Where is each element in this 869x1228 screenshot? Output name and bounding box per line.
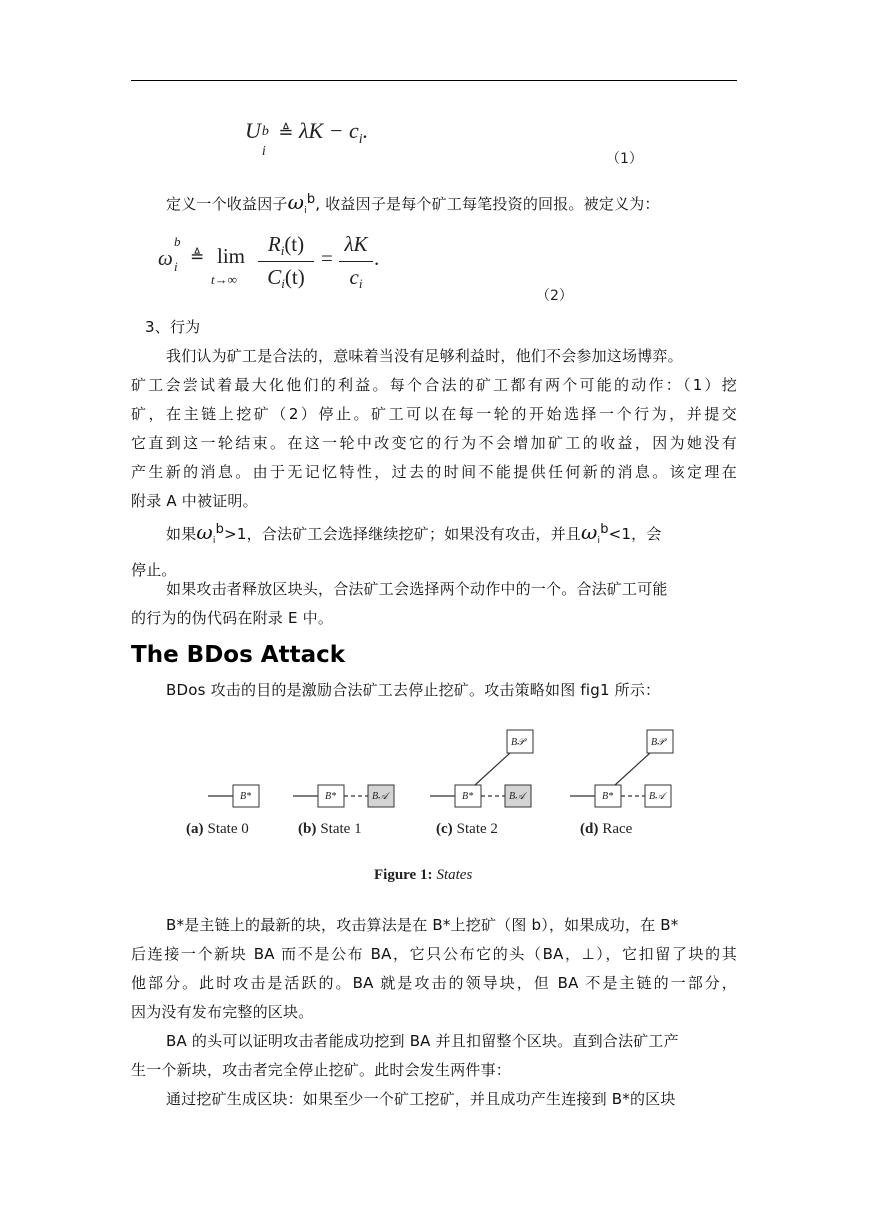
- text-line: 产生新的消息。由于无记忆特性，过去的时间不能提供任何新的消息。该定理在: [131, 463, 737, 481]
- section-heading-bdos: The BDos Attack: [131, 642, 346, 668]
- subcaption-b: (b) State 1: [298, 821, 362, 837]
- block-bstar-label: B*: [325, 791, 337, 802]
- eq2-frac1-den: Ci(t): [267, 265, 305, 291]
- omega-symbol: ω: [581, 520, 598, 544]
- eq2-frac1-bar: [258, 261, 314, 262]
- eq1-sub: i: [261, 144, 266, 159]
- eq2-frac1-num: Ri(t): [267, 232, 305, 258]
- omega-sub: i: [304, 206, 307, 216]
- text-line: 生一个新块，攻击者完全停止挖矿。此时会发生两件事：: [131, 1061, 512, 1079]
- text-line: 如果$\omega_i^b>1$，合法矿工会选择继续挖矿；如果没有攻击，并且$\omega_i^b<1$，会: [166, 520, 662, 546]
- omega-symbol: ω: [287, 190, 305, 214]
- eq1-rhs: λK − c: [298, 118, 359, 143]
- text-line: 矿，在主链上挖矿（2）停止。矿工可以在每一轮的开始选择一个行为，并提交: [131, 405, 737, 423]
- figure-states: [180, 720, 680, 890]
- block-bp-label: B𝒫: [511, 737, 525, 748]
- paragraph-behavior: [131, 342, 737, 516]
- omega-sup: b: [306, 192, 316, 207]
- eq2-def: ≜: [190, 247, 205, 266]
- eq2-frac2-den: ci: [349, 265, 363, 291]
- block-ba-label: B𝒜: [372, 791, 388, 802]
- subcaption-a: (a) State 0: [186, 821, 249, 837]
- text-line: 因为没有发布完整的区块。: [131, 1003, 314, 1021]
- block-bstar-label: B*: [602, 791, 614, 802]
- text-line: 的行为的伪代码在附录 E 中。: [131, 609, 334, 627]
- subcaption-d: (d) Race: [580, 821, 633, 837]
- fork-link: [615, 753, 650, 785]
- section-3-heading: 3、行为: [145, 318, 201, 336]
- eq1-end: .: [362, 118, 369, 143]
- paragraph-bdos-intro: BDos 攻击的目的是激励合法矿工去停止挖矿。攻击策略如图 fig1 所示：: [166, 681, 661, 699]
- fork-link: [475, 753, 510, 785]
- block-bp-label: B𝒫: [651, 737, 665, 748]
- text-line: 它直到这一轮结束。在这一轮中改变它的行为不会增加矿工的收益，因为她没有: [131, 434, 737, 452]
- block-bstar-label: B*: [240, 791, 252, 802]
- paragraph-bstar: [131, 911, 737, 1027]
- equation-1-number: （1）: [606, 151, 643, 167]
- eq2-lim: lim: [217, 244, 246, 268]
- equation-1: [245, 118, 369, 159]
- subcaption-c: (c) State 2: [436, 821, 498, 837]
- eq2-lim-sub: t→∞: [211, 272, 237, 287]
- paragraph-ba-header: [131, 1027, 737, 1085]
- eq2-equals: =: [321, 246, 333, 270]
- eq1-def: ≜: [278, 122, 294, 142]
- text-line: 他部分。此时攻击是活跃的。BA 就是攻击的领导块，但 BA 不是主链的一部分，: [131, 974, 737, 992]
- text-line: 如果攻击者释放区块头，合法矿工会选择两个动作中的一个。合法矿工可能: [166, 580, 668, 598]
- omega-symbol: ω: [196, 520, 213, 544]
- text-line: 矿工会尝试着最大化他们的利益。每个合法的矿工都有两个可能的动作：（1）挖: [131, 376, 737, 394]
- eq1-lhs: U: [245, 118, 261, 143]
- gain-factor-paragraph: [166, 185, 660, 226]
- eq2-frac2-num: λK: [344, 232, 368, 256]
- text-line: 后连接一个新块 BA 而不是公布 BA，它只公布它的头（BA，⊥），它扣留了块的其: [131, 945, 737, 963]
- eq2-frac2-bar: [339, 261, 373, 262]
- eq1-sup: b: [261, 124, 269, 139]
- eq2-lhs: ω: [158, 246, 173, 270]
- figure-caption: Figure 1: States: [374, 867, 473, 883]
- eq2-sub: i: [174, 259, 178, 274]
- gain-text-after: , 收益因子是每个矿工每笔投资的回报。被定义为：: [315, 195, 660, 213]
- eq1-rhs-sub: i: [358, 132, 363, 147]
- text-line: 附录 A 中被证明。: [131, 492, 258, 510]
- text-line: B*是主链上的最新的块，攻击算法是在 B*上挖矿（图 b），如果成功，在 B*: [166, 916, 679, 934]
- block-ba-label: B𝒜: [649, 791, 665, 802]
- paragraph-header-release: [131, 575, 737, 633]
- text-line: 我们认为矿工是合法的，意味着当没有足够利益时，他们不会参加这场博弈。: [166, 347, 683, 365]
- gain-text-before: 定义一个收益因子: [166, 195, 288, 213]
- paragraph-mining-block: 通过挖矿生成区块：如果至少一个矿工挖矿，并且成功产生连接到 B*的区块: [166, 1090, 676, 1108]
- header-rule: [131, 80, 737, 81]
- block-ba-label: B𝒜: [509, 791, 525, 802]
- eq2-end: .: [374, 246, 380, 270]
- text-line: BA 的头可以证明攻击者能成功挖到 BA 并且扣留整个区块。直到合法矿工产: [166, 1032, 679, 1050]
- block-bstar-label: B*: [462, 791, 474, 802]
- equation-2-number: （2）: [536, 288, 573, 304]
- eq2-sup: b: [174, 234, 181, 249]
- text-line: 停止。: [131, 561, 177, 579]
